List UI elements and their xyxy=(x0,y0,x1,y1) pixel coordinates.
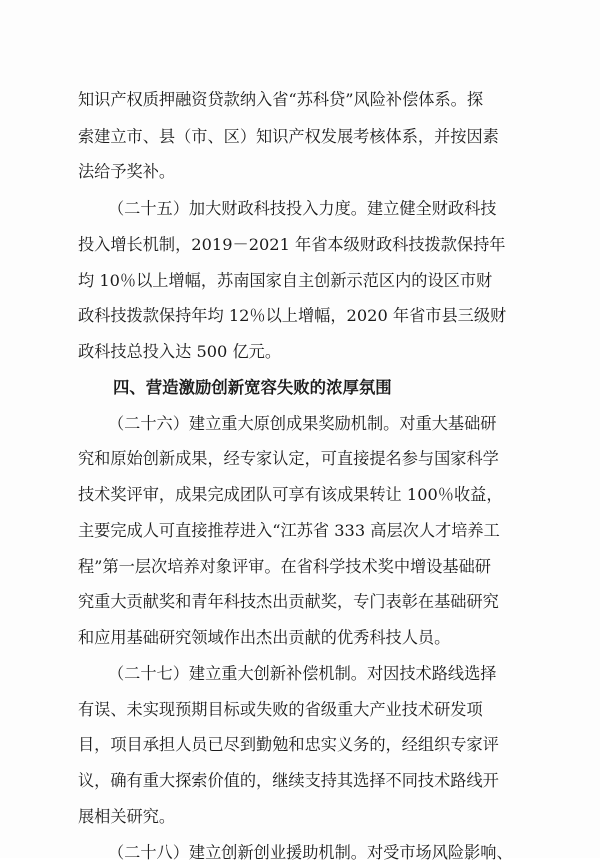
text-line: 投入增长机制，2019－2021 年省本级财政科技拨款保持年 xyxy=(78,235,506,254)
text-line: （二十八）建立创新创业援助机制。对受市场风险影响、 xyxy=(108,843,513,862)
text-line: 展相关研究。 xyxy=(78,807,176,826)
text-line: 主要完成人可直接推荐进入“江苏省 333 高层次人才培养工 xyxy=(78,521,500,540)
text-line: 究重大贡献奖和青年科技杰出贡献奖，专门表彰在基础研究 xyxy=(78,592,499,611)
text-line: 程”第一层次培养对象评审。在省科学技术奖中增设基础研 xyxy=(78,557,491,576)
text-line: 目，项目承担人员已尽到勤勉和忠实义务的，经组织专家评 xyxy=(78,735,499,754)
text-line: 技术奖评审，成果完成团队可享有该成果转让 100％收益， xyxy=(78,485,503,504)
section-heading: 四、营造激励创新宽容失败的浓厚氛围 xyxy=(113,378,392,397)
text-line: （二十六）建立重大原创成果奖励机制。对重大基础研 xyxy=(108,414,497,433)
text-line: 和应用基础研究领域作出杰出贡献的优秀科技人员。 xyxy=(78,628,451,647)
text-line: 均 10％以上增幅，苏南国家自主创新示范区内的设区市财 xyxy=(78,271,493,290)
text-line: 法给予奖补。 xyxy=(78,162,176,181)
text-line: （二十七）建立重大创新补偿机制。对因技术路线选择 xyxy=(108,664,497,683)
text-line: 究和原始创新成果，经专家认定，可直接提名参与国家科学 xyxy=(78,449,499,468)
text-line: 索建立市、县（市、区）知识产权发展考核体系，并按因素 xyxy=(78,127,499,146)
text-line: 知识产权质押融资贷款纳入省“苏科贷”风险补偿体系。探 xyxy=(78,90,484,109)
text-line: 政科技总投入达 500 亿元。 xyxy=(78,342,282,361)
text-line: 议，确有重大探索价值的，继续支持其选择不同技术路线开 xyxy=(78,771,499,790)
text-line: （二十五）加大财政科技投入力度。建立健全财政科技 xyxy=(108,199,497,218)
text-line: 有误、未实现预期目标或失败的省级重大产业技术研发项 xyxy=(78,700,483,719)
text-line: 政科技拨款保持年均 12％以上增幅，2020 年省市县三级财 xyxy=(78,306,507,325)
